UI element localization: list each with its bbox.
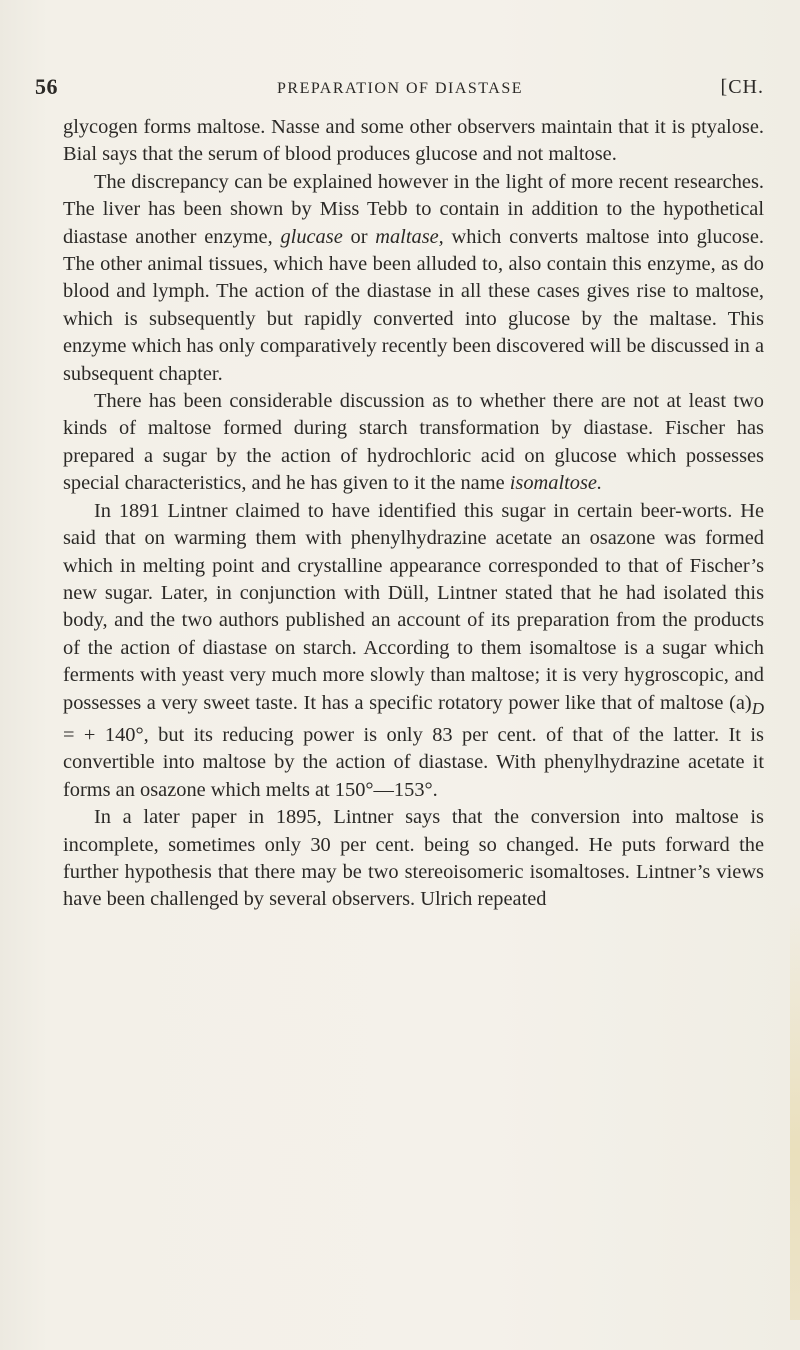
paragraph-1 (63, 114, 764, 169)
paragraph-text: = + 140°, but its reducing power is only 83 per cent. of that of the latter. It is convertible into maltose by the action of diastase. With phenylhydrazine acetate it forms an osazone which melts at 150°—153°. (63, 724, 764, 801)
page-number: 56 (35, 74, 58, 99)
paragraph-text: The discrepancy can be explained however in the light of more recent researches. The liver has been shown by Miss Tebb to contain in addition to the hypothetical diastase another enzyme, (63, 170, 764, 248)
paragraph-text: In 1891 Lintner claimed to have identified this sugar in certain beer-worts. He said that on warming them with phenylhydrazine acetate an osazone was formed which in melting point and crystalline appearance corresponded to that of Fischer’s new sugar. Later, in conjunction with Düll, Lintner stated that he had isolated this body, and the two authors published an account of its preparation from the products of the action of diastase on starch. According to them isomaltose is a sugar which ferments with yeast very much more slowly than maltose; it is very hygroscopic, and possesses a very sweet taste. It has a specific rotatory power like that of maltose (63, 499, 764, 714)
page-header (0, 74, 800, 104)
page-edge-stain (790, 900, 800, 1320)
running-head: PREPARATION OF DIASTASE (277, 80, 523, 97)
italic-term-glucase: glucase (280, 225, 343, 248)
paragraph-text: In a later paper in 1895, Lintner says that the conversion into maltose is incomplete, sometimes only 30 per cent. being so changed. He puts forward the further hypothesis that there may be two stereoisomeric isomaltoses. Lintner’s views have been challenged by several observers. Ulrich repeated (63, 806, 764, 911)
paragraph-5 (63, 804, 764, 914)
body-text (63, 114, 764, 914)
italic-term-maltase: maltase, (375, 225, 444, 248)
paragraph-4 (63, 498, 764, 805)
formula-subscript: D (751, 698, 764, 718)
paragraph-text: which converts maltose into glucose. The other animal tissues, which have been alluded to, also contain this enzyme, as do blood and lymph. The action of the diastase in all these cases gives rise to maltose, which is subsequently but rapidly converted into glucose by the maltase. This enzyme which has only comparatively recently been discovered will be discussed in a subsequent chapter. (63, 225, 764, 385)
italic-term-isomaltose: isomaltose. (509, 472, 603, 495)
paragraph-2 (63, 169, 764, 388)
paragraph-text: There has been considerable discussion as to whether there are not at least two kinds of maltose formed during starch transformation by diastase. Fischer has prepared a sugar by the action of hydrochloric acid on glucose which possesses special characteristics, and he has given to it the name (63, 390, 764, 495)
formula-symbol: (a) (729, 691, 752, 714)
paragraph-text: glycogen forms maltose. Nasse and some other observers maintain that it is ptyalose. Bial says that the serum of blood produces glucose and not maltose. (63, 116, 764, 166)
paragraph-text: or (342, 225, 376, 248)
rotation-formula (729, 691, 764, 718)
paragraph-3 (63, 388, 764, 498)
chapter-reference: [CH. (720, 76, 764, 98)
